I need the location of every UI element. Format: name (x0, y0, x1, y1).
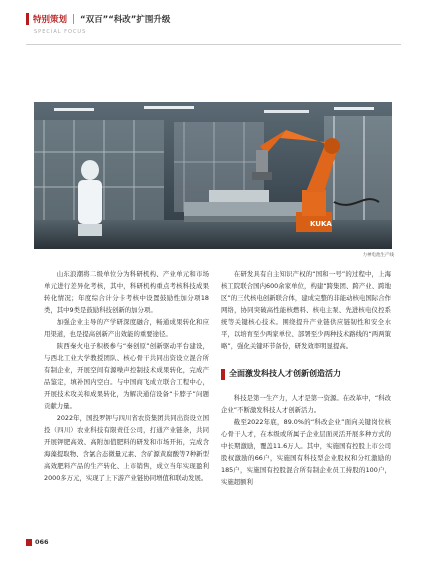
paragraph: 在研发具有自主知识产权的“国和一号”的过程中，上海核工院联合国内600余家单位，构建“跨集团、跨产业、跨地区”的三代核电创新联合体，建成完整的非能动核电国际合作网络，协同突破高性能核燃料、核电主泵、先进核电仪控系统等关键核心技术。围绕提升产业链供应链韧性和安全水平，以培育至少两家单位、部署至少两种技术路线的“两两策略”，强化关键环节备份，研发效率明显提高。 (221, 270, 391, 350)
paragraph: 陕西秦火电子积极参与“秦创原”创新驱动平台建设，与西北工业大学教授团队、核心骨干共同出资设立混合所有制企业，开展空间有源噪声控制技术成果转化，完成产品鉴定，填补国内空白。与中国商飞成立联合工程中心，开展技术攻关和成果转化，为解决通信设备“卡脖子”问题贡献力量。 (44, 342, 209, 410)
page-header (26, 12, 401, 35)
header-title: “双百”“科改”扩围升级 (80, 15, 171, 25)
section-marker (26, 13, 29, 25)
paragraph: 科技是第一生产力，人才是第一资源。在改革中，“科改企业”不断激发科技人才创新活力。 (221, 394, 391, 414)
header-subtitle: SPECIAL FOCUS (34, 29, 87, 35)
paragraph: 2022年，国投罗钾与四川省农资集团共同出资设立国投（四川）农业科技有限责任公司，打通产业链条，共同开展钾肥高效、高附加值肥料的研发和市场开拓，完成含海藻提取物、含氯合态微量元素、含矿源黄腐酸等7种新型高效肥料产品的生产转化、上市销售，成立当年实现盈利2000多万元，实现了上下游产业链协同增值和联动发展。 (44, 414, 209, 482)
right-column (221, 268, 391, 488)
paragraph: 截至2022年底，89.0%的“科改企业”面向关键岗位核心骨干人才，在本级或所属子企业层面灵活开展多种方式的中长期激励，覆盖11.6万人。其中，实施国有控股上市公司股权激励的66户，实施国有科技型企业股权和分红激励的185户，实施国有控股混合所有制企业员工持股的100户，实施超额利 (221, 418, 391, 486)
worker-figure (78, 160, 102, 236)
page-number: 066 (35, 538, 49, 546)
subhead-title: 全面激发科技人才创新创造活力 (229, 369, 341, 378)
section-label: 特别策划 (33, 15, 68, 25)
robot-brand-label: KUKA (310, 220, 332, 228)
subhead-marker (221, 369, 225, 380)
header-divider (73, 14, 74, 24)
production-line-photo (34, 102, 392, 249)
page-number-marker (26, 539, 32, 546)
section-subhead (221, 368, 391, 380)
header-rule (26, 44, 401, 45)
paragraph: 加强企业主导的产学研深度融合，畅通成果转化和应用渠道，也是提高创新产出效能的重要途径。 (44, 318, 209, 338)
left-column (44, 268, 209, 484)
paragraph: 山东浪潮将二级单位分为科研机构、产业单元和市场单元进行差异化考核，其中，科研机构重点考核科技成果转化情况；年度综合计分卡考核中设置鼓励性加分项18类，其中9类是鼓励科技创新的加分项。 (44, 270, 209, 314)
photo-caption: 力神电池生产线 (362, 253, 394, 258)
photo-illustration (34, 102, 392, 249)
page-footer (26, 538, 49, 546)
